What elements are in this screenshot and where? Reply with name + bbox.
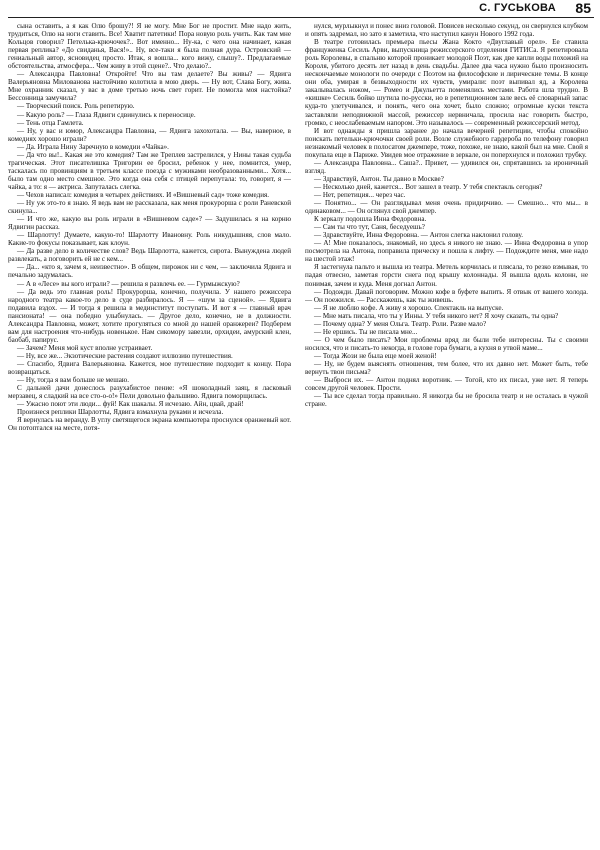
paragraph: Я вернулась на веранду. В углу светящегося экрана компьютера проснулся оранжевый кот. Он потоптался на месте, потя- [8, 416, 291, 433]
text-column-left [8, 22, 291, 848]
paragraph: С дальней дачи донеслось разухабистое пение: «Я шоколадный заяц, я ласковый мерзавец, я сладкий на все сто-о-о!» Пели довольно фальшиво. Ядвига поморщилась. [8, 384, 291, 401]
paragraph: — Ну, не будем выяснять отношения, тем более, что их давно нет. Может быть, тебе вернуть твои письма? [305, 359, 588, 377]
paragraph: — Да... «кто я, зачем я, неизвестно». В общем, пирожок ни с чем, — заключила Ядвига и печально задумалась. [8, 263, 291, 280]
paragraph: В театре готовилась премьера пьесы Жана Кокто «Двуглавый орел». Ее ставила француженка Сесиль Арви, выпускница режиссерского отделения ГИТИСа. Я репетировала роль Королевы, в спальню которой проникает молодой Поэт, как две капли воды похожий на Короля, убитого десять лет назад в день свадьбы. Далее два часа нужно было произносить нескончаемые монологи по очереди с Поэтом на философские и лирические темы. В конце они оба, умирая в безвыходности их чувств, умирали: поэт выпивал яд, а Королева закалывалась ножом, — Ромео и Джульетта поменялись местами. Работа шла трудно. В «кишке» Сесиль бойко шутила по-русски, но в репетиционном зале весь её словарный запас куда-то улетучивался, и понять, чего она хочет, было сложно; огромные куски текста заставляли неподвижной массой, режиссер нервничала, просила нас говорить быстро, громко, с неослабеваемым напором. Это называлось — современный режиссерский метод. [305, 38, 588, 127]
paragraph: — Да что вы!.. Какая же это комедия? Там же Треплев застрелился, у Нины такая судьба трагическая. Этот писателишка Тригорин ее бросил, ребенок у нее, помнится, умер, таскалась по провинциям в третьем классе поезда с мужиками необразованными... Хотя... было там одно место смешное. Это когда она себя с птицей перепутала: то, говорит, я — чайка, а то: я — актриса. Запуталась слегка. [8, 150, 291, 191]
paragraph: Я застегнула пальто и вышла из театра. Метель корчилась и плясала, то резко взмывая, то падая отвесно, заметая горсти снега под крышу колоннады. Я вышла вдоль колонн, не понимая, зачем и куда. Меня догнал Антон. [305, 263, 588, 288]
paragraph: — Несколько дней, кажется... Вот зашел в театр. У тебя спектакль сегодня? [314, 182, 543, 191]
paragraph: — И что же, какую вы роль играли в «Вишневом саде»? — Задушилась я на корню Ядвигин рассказ. [8, 215, 291, 232]
paragraph: — Я не люблю кофе. А живу я хорошо. Спектакль на выпуске. [314, 303, 504, 312]
paragraph: — Ну, у вас и юмор, Александра Павловна, — Ядвига захохотала. — Вы, наверное, в комедиях хорошо играли? [8, 126, 291, 143]
paragraph: — Ужасно поют эти люди... фуй! Как шакалы. Я исчезаю. Айн, цвай, драй! [17, 400, 244, 409]
page-header [0, 0, 600, 18]
page-number: 85 [575, 0, 591, 16]
paragraph: — Почему одна? У меня Ольга. Театр. Роли. Разве мало? [314, 319, 487, 328]
paragraph: — Да разве дело в количестве слов? Ведь Шарлотта, кажется, сирота. Вынуждена людей развлекать, а поговорить ей не с кем... [8, 247, 291, 264]
paragraph: — Ты все сделал тогда правильно. Я никогда бы не бросила театр и не осталась в чужой стране. [305, 392, 588, 409]
paragraph: сына оставить, а я как Олю брошу?! Я не могу. Мне Бог не простит. Мне надо жить, трудиться, Олю на ноги ставить. Все! Хватит патетики! Пора новую роль учить. Как там мне Кольцов говорил? Петелька-крючочек?.. Вот именно... Ну-ка, с чего она начинает, какая первая реплика? «До свиданья, Вася!».. Ну, все-таки я была полная дура. Островский — гениальный автор, ясновидец просто. Итак, я вошла... кого вижу, слышу?.. Предлагаемые обстоятельства, атмосфера... Чем живу в этой сцене?.. Что делаю?.. [8, 22, 291, 71]
paragraph: — Здравствуйте, Инна Федоровна. — Антон слегка наклонил голову. [314, 231, 524, 240]
paragraph: — Спасибо, Ядвига Валерьяновна. Кажется, мое путешествие подходит к концу. Пора возвращаться. [8, 359, 291, 377]
paragraph: — Зачем? Меня мой куст вполне устраивает. [17, 343, 153, 352]
paragraph: — Тогда Жози не была еще моей женой! [314, 351, 437, 360]
paragraph: — Подожди. Давай поговорим. Можно кофе в буфете выпить. Я отвык от вашего холода. — Он поежился. — Расскажешь, как ты живешь. [305, 287, 588, 304]
paragraph: — Шарлотту! Думаете, какую-то! Шарлотту Ивановну. Роль никудышняя, слов мало. Какие-то фокусы показывает, как клоун. [8, 231, 291, 248]
paragraph: И вот однажды я пришла заранее до начала вечерней репетиции, чтобы спокойно поискать петельки-крючочки своей роли. Возле служебного гардероба по телефону говорил незнакомый человек в полосатом джемпере, тоже, похоже, не знаю, какой был на мне. Свой я покупала еще в Париже. Увидев мое отражение в зеркале, он поперхнулся и положил трубку. [305, 126, 588, 159]
paragraph: — Творческий поиск. Роль репетирую. [17, 102, 135, 111]
paragraph: — Не ершись. Ты не писала мне... [314, 327, 418, 336]
paragraph: — Чехов написал: комедия в четырех действиях. И «Вишневый сад» тоже комедия. [17, 190, 270, 199]
paragraph: — Сам ты что тут, Саня, беседуешь? [314, 223, 425, 232]
paragraph: — Ну, все же... Экзотические растения создают иллюзию путешествия. [17, 351, 233, 360]
paragraph: — О чем было писать? Мои проблемы вряд ли были тебе интересны. Ты с своими носился, что и писать-то некогда, в голове гора бумаги, а кухня в утвой маме... [305, 335, 588, 352]
paragraph: — Ну уж это-то я знаю. Я ведь вам не рассказала, как меня прокурорша с роли Раневской скинула... [8, 199, 291, 216]
paragraph: — Да ведь это главная роль! Прокурорша, конечно, получила. У нашего режиссера народного театра какое-то дело в суде разбиралось. Я — «шум за сценой». — Ядвига подавила вздох. — И тогда я решила в мединститут поступать. И вот я — главный врач пансионата! — она победно улыбнулась. — Другое дело, конечно, не в должности. Александра Павловна, может, хотите прогуляться со мной до нашей оранжереи? Подберем вам для настроения что-нибудь новенькое. Нам сикомору завезли, орхидеи, амурский клен, баобаб, папирус. [8, 287, 291, 344]
paragraph: — Мне мать писала, что ты у Инны. У тебя никого нет? Я хочу сказать, ты одна? [314, 311, 559, 320]
paragraph: Произнеся реплики Шарлотты, Ядвига взмахнула руками и исчезла. [17, 408, 224, 417]
running-head-author: С. ГУСЬКОВА [479, 2, 556, 14]
paragraph: — Александра Павловна! Откройте! Что вы там делаете? Вы живы? — Ядвига Валерьяновна Милованова настойчиво колотила в мою дверь. — Ну вот, Слава Богу, жива. Мне охранник сказал, у вас в доме третью ночь свет горит. Не помогла моя настойка? Бессонница замучила? [8, 70, 291, 103]
paragraph: — Здравствуй, Антон. Ты давно в Москве? [314, 174, 444, 183]
paragraph: — Нет, репетиция... через час. [314, 190, 406, 199]
paragraph: — Тень отца Гамлета. [17, 118, 84, 127]
paragraph: — Александра Павловна... Саша?.. Привет, — удивился он, спрятавшись за ироничный взгляд. [305, 158, 588, 175]
text-column-right [305, 22, 588, 848]
paragraph: К зеркалу подошла Инна Федоровна. [314, 215, 427, 224]
paragraph: — Ну, тогда я вам больше не мешаю. [17, 376, 129, 385]
paragraph: — Какую роль? — Глаза Ядвиги сдвинулись к переносице. [17, 110, 196, 119]
paragraph: — Понятно... — Он разглядывал меня очень придирчиво. — Смешно... что мы... в одинаковом... — Он оглянул свой джемпер. [305, 199, 588, 216]
paragraph: — А! Мне показалось, знакомый, но здесь я никого не знаю. — Инна Федоровна в упор посмотрела на Антона, поправила прическу и пошла к лифту. — Подождите меня, мне надо на шестой этаж! [305, 239, 588, 264]
header-rule [8, 17, 594, 18]
paragraph: — Да. Играла Нину Заречную в комедии «Чайка». [17, 142, 169, 151]
paragraph: — А в «Лесе» вы кого играли? — решила я развлечь ее. — Гурмыжскую? [17, 279, 240, 288]
paragraph: нулся, мурлыкнул и понес вниз головой. Повисев несколько секунд, он свернулся клубком и опять задремал, но зато я заметила, что наступил канун Нового 1992 года. [305, 22, 588, 39]
paragraph: — Выброси их. — Антон поднял воротник. — Тогой, кто их писал, уже нет. Я теперь совсем другой человек. Прости. [305, 376, 588, 393]
